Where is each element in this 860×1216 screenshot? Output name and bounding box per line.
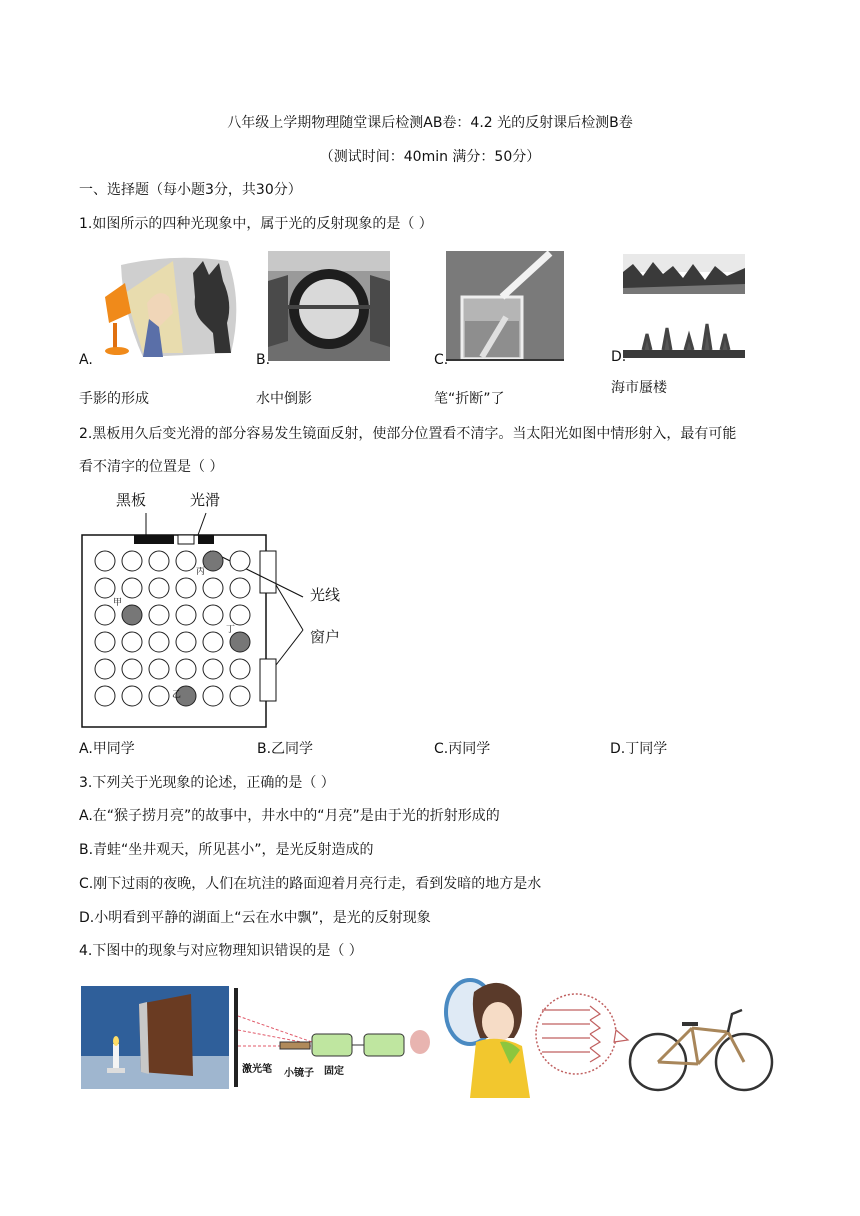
q1-option-a-letter: A.	[79, 352, 93, 368]
seat	[122, 551, 142, 571]
q1-option-d-caption: 海市蜃楼	[611, 380, 667, 396]
label-blackboard: 黑板	[116, 491, 147, 509]
seat	[230, 578, 250, 598]
seat	[230, 659, 250, 679]
seat	[95, 551, 115, 571]
seat	[122, 632, 142, 652]
seat	[149, 659, 169, 679]
seat	[95, 578, 115, 598]
classroom-diagram	[78, 485, 368, 730]
seat	[176, 605, 196, 625]
q3-option-c: C.刚下过雨的夜晚，人们在坑洼的路面迎着月亮行走，看到发暗的地方是水	[79, 876, 542, 892]
seat-label-bing: 丙	[196, 567, 206, 577]
q1-option-d-letter: D.	[611, 349, 627, 365]
seat	[149, 605, 169, 625]
label-window: 窗户	[310, 628, 341, 646]
question-2-stem-line1: 2.黑板用久后变光滑的部分容易发生镜面反射，使部分位置看不清字。当太阳光如图中情形射入，最有可能	[79, 426, 737, 442]
seat	[203, 659, 223, 679]
q3-option-a: A.在“猴子捞月亮”的故事中，井水中的“月亮”是由于光的折射形成的	[79, 808, 500, 824]
q2-option-b: B.乙同学	[257, 741, 314, 757]
image-pencil-in-glass	[446, 251, 564, 361]
q1-option-c-caption: 笔“折断”了	[434, 391, 505, 407]
image-bicycle-reflector	[532, 984, 780, 1092]
seat	[149, 551, 169, 571]
seat	[230, 686, 250, 706]
seat	[176, 659, 196, 679]
page-subtitle: （测试时间：40min 满分：50分）	[319, 149, 541, 165]
image-laser-setup	[232, 986, 438, 1089]
seat-occupied	[122, 605, 142, 625]
question-4-stem: 4.下图中的现象与对应物理知识错误的是（ ）	[79, 943, 363, 959]
seat	[176, 551, 196, 571]
q2-option-d: D.丁同学	[610, 741, 668, 757]
q3-option-b: B.青蛙“坐井观天，所见甚小”，是光反射造成的	[79, 842, 374, 858]
seat	[203, 605, 223, 625]
label-fixed: 固定	[324, 1066, 344, 1077]
label-light-ray: 光线	[310, 586, 341, 604]
seat	[230, 605, 250, 625]
seat	[203, 578, 223, 598]
seat	[122, 659, 142, 679]
seat-label-jia: 甲	[113, 598, 123, 608]
q1-option-b-caption: 水中倒影	[256, 391, 312, 407]
page-title: 八年级上学期物理随堂课后检测AB卷：4.2 光的反射课后检测B卷	[227, 115, 633, 131]
seat	[176, 578, 196, 598]
q1-option-c-letter: C.	[434, 352, 449, 368]
question-3-stem: 3.下列关于光现象的论述，正确的是（ ）	[79, 775, 335, 791]
label-smooth: 光滑	[190, 491, 221, 509]
section-heading: 一、选择题（每小题3分，共30分）	[79, 182, 302, 198]
image-girl-mirror	[440, 972, 530, 1098]
image-mirage	[623, 254, 745, 358]
question-2-stem-line2: 看不清字的位置是（ ）	[79, 459, 224, 475]
seat	[149, 578, 169, 598]
image-bridge-reflection	[268, 251, 390, 361]
seat	[95, 605, 115, 625]
seat	[122, 578, 142, 598]
seat-occupied	[230, 632, 250, 652]
seat	[149, 632, 169, 652]
q2-option-c: C.丙同学	[434, 741, 491, 757]
image-hand-shadow	[103, 253, 243, 361]
seat	[122, 686, 142, 706]
seat	[230, 551, 250, 571]
seat	[176, 632, 196, 652]
image-candle-mirror	[81, 986, 229, 1089]
seat	[149, 686, 169, 706]
label-laser-pen: 激光笔	[242, 1064, 272, 1075]
seat	[95, 659, 115, 679]
q1-option-a-caption: 手影的形成	[79, 391, 149, 407]
seat-label-yi: 乙	[172, 690, 182, 700]
seat	[95, 632, 115, 652]
question-1-stem: 1.如图所示的四种光现象中，属于光的反射现象的是（ ）	[79, 216, 433, 232]
seat-occupied	[203, 551, 223, 571]
seat	[203, 686, 223, 706]
seat-label-ding: 丁	[226, 625, 236, 635]
q2-option-a: A.甲同学	[79, 741, 135, 757]
label-small-mirror: 小镜子	[284, 1068, 314, 1079]
seat	[95, 686, 115, 706]
q1-option-b-letter: B.	[256, 352, 271, 368]
seat	[203, 632, 223, 652]
q3-option-d: D.小明看到平静的湖面上“云在水中飘”，是光的反射现象	[79, 910, 431, 926]
